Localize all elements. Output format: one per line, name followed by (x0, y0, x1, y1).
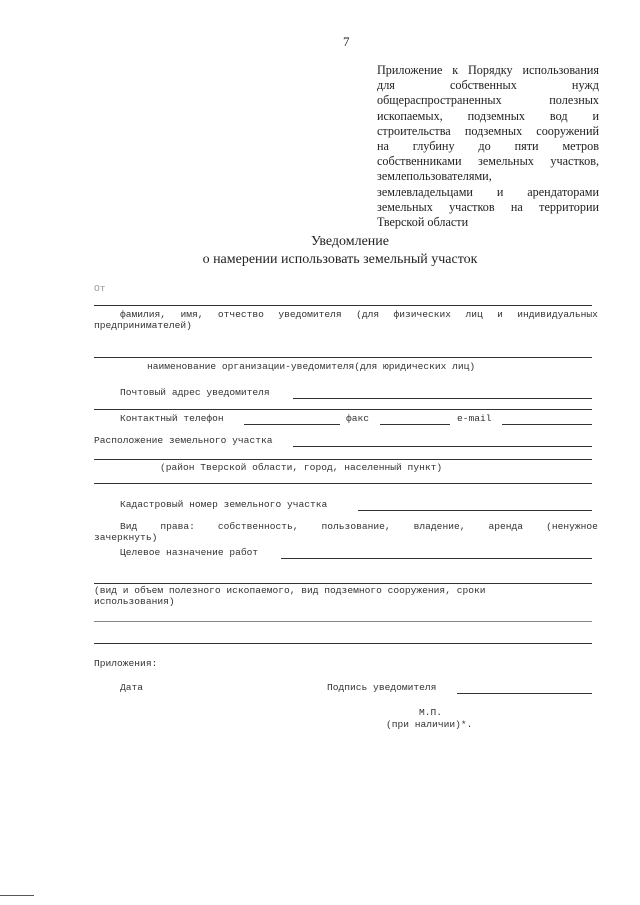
location-label: Расположение земельного участка (94, 435, 273, 446)
caption-word: имя, (180, 309, 204, 320)
document-title (0, 233, 640, 269)
footnote-separator (0, 895, 34, 896)
postal-address-line-2[interactable] (94, 409, 592, 410)
appendix-line: землевладельцами и арендаторами (377, 184, 599, 199)
title-line-2: о намерении использовать земельный участок (202, 252, 478, 267)
appendix-note (377, 63, 599, 230)
caption-word: (ненужное (546, 521, 598, 532)
fio-line[interactable] (94, 305, 592, 306)
appendix-line: общераспространенных полезных (377, 93, 599, 108)
purpose-field[interactable] (281, 558, 592, 559)
cadastral-field[interactable] (358, 510, 592, 511)
caption-word: аренда (488, 521, 524, 532)
caption-word: и (497, 309, 503, 320)
caption-word: отчество (217, 309, 264, 320)
email-field[interactable] (502, 424, 592, 425)
right-type-line-2: зачеркнуть) (94, 532, 158, 543)
caption-word: уведомителя (278, 309, 342, 320)
location-field[interactable] (293, 446, 592, 447)
appendix-line: ископаемых, подземных вод и (377, 108, 599, 123)
fio-caption (94, 309, 598, 331)
postal-address-field[interactable] (293, 398, 592, 399)
caption-word: физических (393, 309, 452, 320)
appendix-line: землепользователями, (377, 169, 492, 184)
seal-note: (при наличии)*. (386, 719, 473, 730)
title-line-1: Уведомление (310, 234, 389, 249)
appendix-line: Тверской области (377, 215, 469, 230)
appendix-line: собственниками земельных участков, (377, 154, 599, 169)
purpose-caption (94, 585, 598, 607)
purpose-caption-line-1: (вид и объем полезного ископаемого, вид подземного сооружения, сроки (94, 585, 486, 596)
appendix-line: строительства подземных сооружений (377, 123, 599, 138)
caption-word: Вид (120, 521, 138, 532)
right-type (94, 521, 598, 543)
signature-label: Подпись уведомителя (327, 682, 437, 693)
organization-line[interactable] (94, 357, 592, 358)
postal-address-label: Почтовый адрес уведомителя (120, 387, 270, 398)
email-label: e-mail (457, 413, 492, 424)
cadastral-label: Кадастровый номер земельного участка (120, 499, 328, 510)
purpose-line-4[interactable] (94, 643, 592, 644)
phone-field[interactable] (244, 424, 340, 425)
location-line-2[interactable] (94, 459, 592, 460)
purpose-caption-line-2: использования) (94, 596, 175, 607)
date-label: Дата (120, 682, 144, 693)
appendix-line: Приложение к Порядку использования (377, 63, 599, 77)
fax-label: факс (346, 413, 370, 424)
caption-word: индивидуальных (517, 309, 598, 320)
caption-word: права: (160, 521, 195, 532)
caption-word: собственность, (217, 521, 299, 532)
purpose-line-3[interactable] (94, 621, 592, 622)
organization-caption: наименование организации-уведомителя(для юридических лиц) (147, 361, 476, 372)
signature-field[interactable] (457, 693, 592, 694)
seal-label: М.П. (419, 707, 443, 718)
caption-word: лиц (465, 309, 483, 320)
fax-field[interactable] (380, 424, 450, 425)
caption-word: фамилия, (120, 309, 167, 320)
fio-caption-line-2: предпринимателей) (94, 320, 192, 331)
caption-word: (для (356, 309, 380, 320)
location-line-3[interactable] (94, 483, 592, 484)
caption-word: пользование, (321, 521, 391, 532)
attachments-label: Приложения: (94, 658, 158, 669)
phone-label: Контактный телефон (120, 413, 224, 424)
appendix-line: для собственных нужд (377, 78, 599, 93)
caption-word: владение, (413, 521, 466, 532)
from-label: От (94, 283, 106, 294)
page-number: 7 (343, 34, 350, 49)
purpose-label: Целевое назначение работ (120, 547, 259, 558)
location-caption: (район Тверской области, город, населенный пункт) (160, 462, 443, 473)
appendix-line: на глубину до пяти метров (377, 139, 599, 154)
appendix-line: земельных участков на территории (377, 199, 599, 214)
purpose-line-2[interactable] (94, 583, 592, 584)
